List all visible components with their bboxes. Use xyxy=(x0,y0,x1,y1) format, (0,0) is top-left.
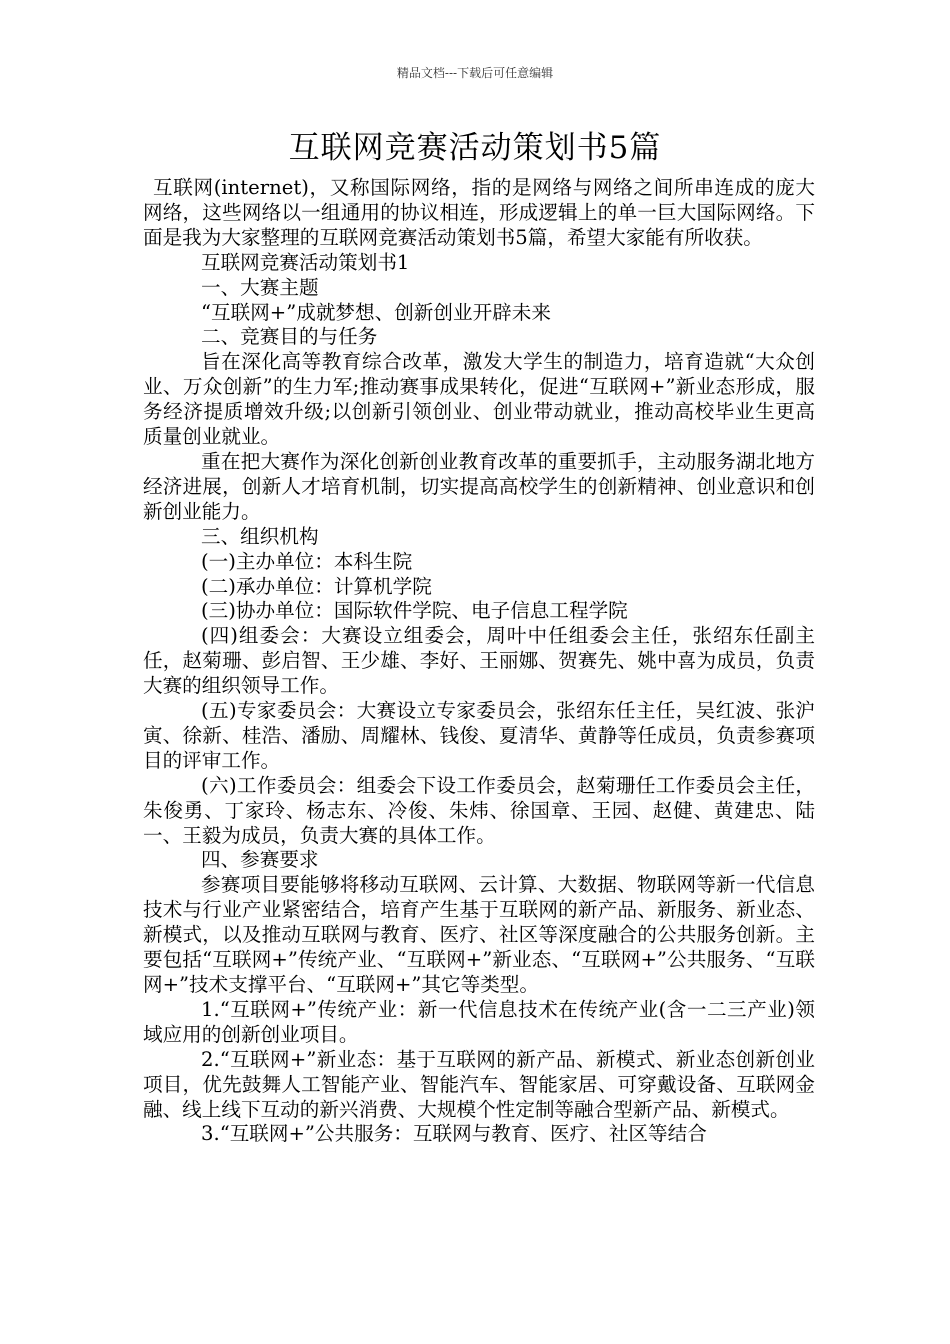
heading-purpose: 二、竞赛目的与任务 xyxy=(201,325,378,349)
org-expert-committee: (五)专家委员会：大赛设立专家委员会，张绍东任主任，吴红波、张沪寅、徐新、桂浩、潘励、周耀林、钱俊、夏清华、黄静等任成员，负责参赛项目的评审工作。 xyxy=(143,699,815,772)
heading-theme: 一、大赛主题 xyxy=(201,275,319,299)
requirement-item-2: 2.“互联网+”新业态：基于互联网的新产品、新模式、新业态创新创业项目，优先鼓舞人工智能产业、智能汽车、智能家居、可穿戴设备、互联网金融、线上线下互动的新兴消费、大规模个性定制等融合型新产品、新模式。 xyxy=(143,1047,815,1121)
org-committee: (四)组委会：大赛设立组委会，周叶中任组委会主任，张绍东任副主任，赵菊珊、彭启智、王少雄、李好、王丽娜、贺赛先、姚中喜为成员，负责大赛的组织领导工作。 xyxy=(143,624,815,698)
heading-organization: 三、组织机构 xyxy=(201,524,319,548)
document-body xyxy=(143,176,815,1147)
org-working-committee: (六)工作委员会：组委会下设工作委员会，赵菊珊任工作委员会主任，朱俊勇、丁家玲、杨志东、冷俊、朱炜、徐国章、王园、赵健、黄建忠、陆一、王毅为成员，负责大赛的具体工作。 xyxy=(143,773,815,847)
section-title-plan-1: 互联网竞赛活动策划书1 xyxy=(201,250,410,274)
requirements-paragraph: 参赛项目要能够将移动互联网、云计算、大数据、物联网等新一代信息技术与行业产业紧密结合，培育产生基于互联网的新产品、新服务、新业态、新模式，以及推动互联网与教育、医疗、社区等深度融合的公共服务创新。主要包括“互联网+”传统产业、“互联网+”新业态、“互联网+”公共服务、“互联网+”技术支撑平台、“互联网+”其它等类型。 xyxy=(143,873,815,996)
heading-requirements: 四、参赛要求 xyxy=(201,848,319,872)
purpose-paragraph-1: 旨在深化高等教育综合改革，激发大学生的制造力，培育造就“大众创业、万众创新”的生力军;推动赛事成果转化，促进“互联网+”新业态形成，服务经济提质增效升级;以创新引领创业、创业带动就业，推动高校毕业生更高质量创业就业。 xyxy=(143,350,815,449)
theme-text: “互联网+”成就梦想、创新创业开辟未来 xyxy=(201,300,551,324)
org-co-organizer: (三)协办单位：国际软件学院、电子信息工程学院 xyxy=(201,599,628,623)
header-note: 精品文档---下载后可任意编辑 xyxy=(396,66,554,80)
org-host: (一)主办单位：本科生院 xyxy=(201,549,413,573)
requirement-item-3: 3.“互联网+”公共服务：互联网与教育、医疗、社区等结合 xyxy=(201,1122,707,1146)
intro-paragraph: 互联网(internet)，又称国际网络，指的是网络与网络之间所串连成的庞大网络，这些网络以一组通用的协议相连，形成逻辑上的单一巨大国际网络。下面是我为大家整理的互联网竞赛活动策划书5篇，希望大家能有所收获。 xyxy=(143,176,815,249)
document-title: 互联网竞赛活动策划书5篇 xyxy=(288,130,662,166)
requirement-item-1: 1.“互联网+”传统产业：新一代信息技术在传统产业(含一二三产业)领域应用的创新创业项目。 xyxy=(143,997,815,1046)
purpose-paragraph-2: 重在把大赛作为深化创新创业教育改革的重要抓手，主动服务湖北地方经济进展，创新人才培育机制，切实提高高校学生的创新精神、创业意识和创新创业能力。 xyxy=(143,449,815,523)
org-organizer: (二)承办单位：计算机学院 xyxy=(201,574,432,598)
